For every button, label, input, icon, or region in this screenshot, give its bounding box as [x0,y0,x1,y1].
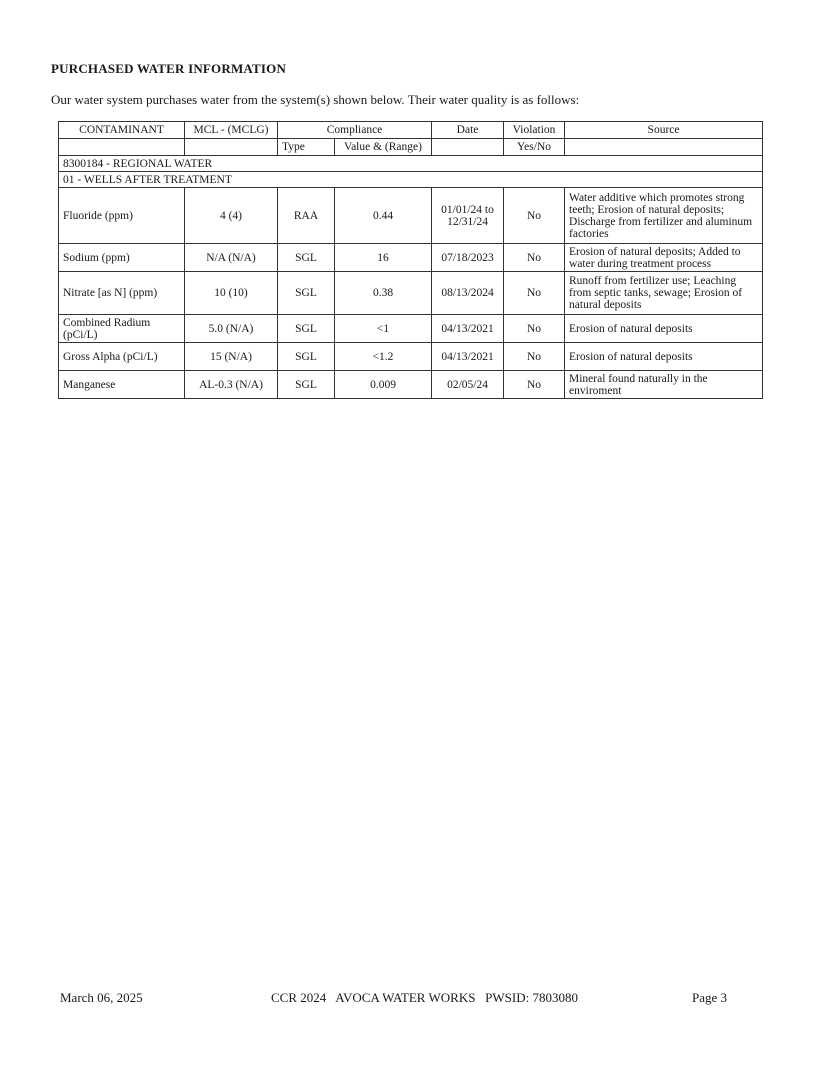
cell-type: RAA [278,188,335,244]
cell-value: 0.009 [335,371,432,399]
cell-violation: No [504,244,565,272]
header-contaminant: CONTAMINANT [59,122,185,139]
cell-source: Runoff from fertilizer use; Leaching from septic tanks, sewage; Erosion of natural deposits [565,272,763,315]
cell-value: 0.38 [335,272,432,315]
cell-violation: No [504,371,565,399]
table-row [59,343,763,371]
cell-type: SGL [278,244,335,272]
table-row [59,272,763,315]
cell-value: 16 [335,244,432,272]
cell-date: 07/18/2023 [432,244,504,272]
subheader-row [59,139,763,156]
cell-violation: No [504,272,565,315]
cell-contaminant: Gross Alpha (pCi/L) [59,343,185,371]
cell-source: Erosion of natural deposits [565,343,763,371]
header-date: Date [432,122,504,139]
subheader-value: Value & (Range) [335,139,432,156]
cell-contaminant: Sodium (ppm) [59,244,185,272]
cell-source: Water additive which promotes strong teeth; Erosion of natural deposits; Discharge from fertilizer and aluminum factories [565,188,763,244]
cell-type: SGL [278,272,335,315]
cell-value: 0.44 [335,188,432,244]
system-row [59,156,763,172]
cell-date: 04/13/2021 [432,343,504,371]
header-compliance: Compliance [278,122,432,139]
header-source: Source [565,122,763,139]
group-name: 01 - WELLS AFTER TREATMENT [59,172,763,188]
cell-contaminant: Nitrate [as N] (ppm) [59,272,185,315]
purchased-water-table [58,121,763,399]
cell-contaminant: Fluoride (ppm) [59,188,185,244]
section-heading: PURCHASED WATER INFORMATION [51,61,287,76]
cell-type: SGL [278,371,335,399]
table-row [59,188,763,244]
cell-date: 01/01/24 to 12/31/24 [432,188,504,244]
cell-contaminant: Combined Radium (pCi/L) [59,315,185,343]
cell-date: 04/13/2021 [432,315,504,343]
header-violation: Violation [504,122,565,139]
cell-date: 02/05/24 [432,371,504,399]
footer-page-number: Page 3 [692,990,728,1005]
table-row [59,315,763,343]
subheader-empty [185,139,278,156]
group-row [59,172,763,188]
cell-mcl: N/A (N/A) [185,244,278,272]
system-name: 8300184 - REGIONAL WATER [59,156,763,172]
cell-source: Mineral found naturally in the enviroment [565,371,763,399]
cell-mcl: 4 (4) [185,188,278,244]
cell-type: SGL [278,315,335,343]
subheader-empty [432,139,504,156]
header-mcl: MCL - (MCLG) [185,122,278,139]
cell-violation: No [504,343,565,371]
header-row [59,122,763,139]
footer-date: March 06, 2025 [60,990,143,1005]
table-row [59,244,763,272]
subheader-type: Type [278,139,335,156]
cell-value: <1 [335,315,432,343]
cell-mcl: 15 (N/A) [185,343,278,371]
subheader-empty [565,139,763,156]
cell-violation: No [504,188,565,244]
subheader-empty [59,139,185,156]
table-row [59,371,763,399]
cell-value: <1.2 [335,343,432,371]
cell-contaminant: Manganese [59,371,185,399]
cell-source: Erosion of natural deposits; Added to water during treatment process [565,244,763,272]
cell-mcl: 10 (10) [185,272,278,315]
cell-date: 08/13/2024 [432,272,504,315]
footer-report-id: CCR 2024 AVOCA WATER WORKS PWSID: 7803080 [271,990,578,1005]
intro-text: Our water system purchases water from the system(s) shown below. Their water quality is as follows: [51,92,580,107]
cell-source: Erosion of natural deposits [565,315,763,343]
cell-type: SGL [278,343,335,371]
subheader-yesno: Yes/No [504,139,565,156]
cell-violation: No [504,315,565,343]
cell-mcl: AL-0.3 (N/A) [185,371,278,399]
cell-mcl: 5.0 (N/A) [185,315,278,343]
